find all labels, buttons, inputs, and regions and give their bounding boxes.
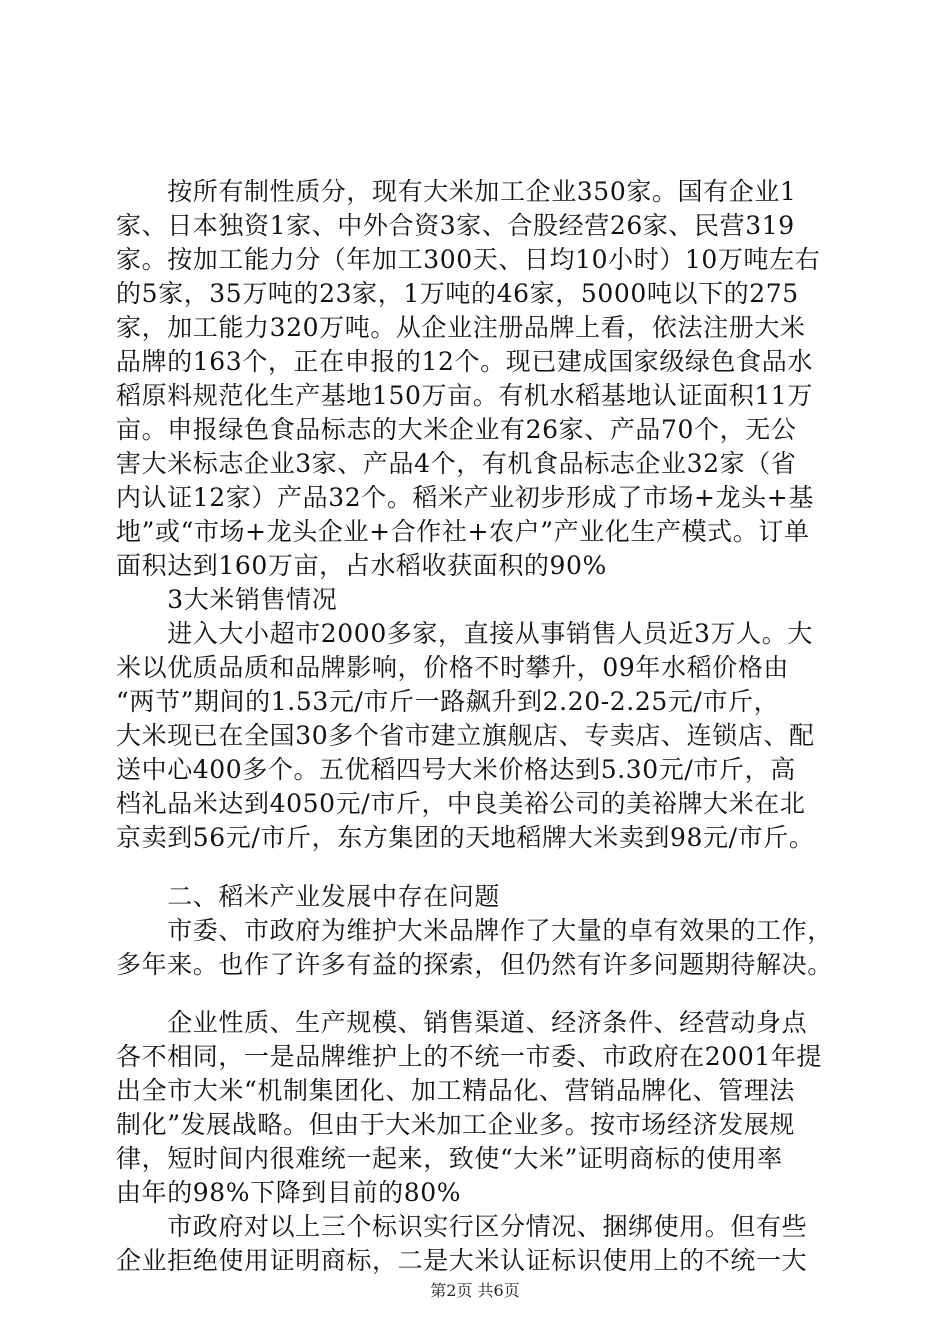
- text-line: 亩。申报绿色食品标志的大米企业有26家、产品70个，无公: [116, 415, 797, 444]
- text-line: 律，短时间内很难统一起来，致使“大米”证明商标的使用率: [116, 1144, 783, 1173]
- text-line: 多年来。也作了许多有益的探索，但仍然有许多问题期待解决。: [116, 950, 833, 979]
- text-line: 按所有制性质分，现有大米加工企业350家。国有企业1: [116, 177, 797, 206]
- text-line: 市委、市政府为维护大米品牌作了大量的卓有效果的工作，: [116, 916, 833, 945]
- text-line: 内认证12家）产品32个。稻米产业初步形成了市场+龙头+基: [116, 483, 814, 512]
- text-line: 家，加工能力320万吨。从企业注册品牌上看，依法注册大米: [116, 313, 806, 342]
- text-line: 米以优质品质和品牌影响，价格不时攀升，09年水稻价格由: [116, 653, 790, 682]
- text-line: 家。按加工能力分（年加工300天、日均10小时）10万吨左右: [116, 245, 821, 274]
- text-line: 面积达到160万亩，占水稻收获面积的90%: [116, 551, 607, 580]
- text-line: 地”或“市场+龙头企业+合作社+农户”产业化生产模式。订单: [116, 517, 810, 546]
- text-line: 稻原料规范化生产基地150万亩。有机水稻基地认证面积11万: [116, 381, 813, 410]
- text-line: 害大米标志企业3家、产品4个，有机食品标志企业32家（省: [116, 449, 797, 478]
- text-line: 的5家，35万吨的23家，1万吨的46家，5000吨以下的275: [116, 279, 799, 308]
- text-line: 企业拒绝使用证明商标，二是大米认证标识使用上的不统一大: [116, 1246, 808, 1275]
- text-line: 市政府对以上三个标识实行区分情况、捆绑使用。但有些: [116, 1212, 808, 1241]
- text-line: 品牌的163个，正在申报的12个。现已建成国家级绿色食品水: [116, 347, 813, 376]
- text-line: 各不相同，一是品牌维护上的不统一市委、市政府在2001年提: [116, 1042, 823, 1071]
- text-line: 企业性质、生产规模、销售渠道、经济条件、经营动身点: [116, 1008, 808, 1037]
- page-number-footer: 第2页 共6页: [430, 1281, 520, 1300]
- text-line: 出全市大米“机制集团化、加工精品化、营销品牌化、管理法: [116, 1076, 795, 1105]
- section-heading: 二、稻米产业发展中存在问题: [116, 882, 501, 911]
- text-line: 档礼品米达到4050元/市斤，中良美裕公司的美裕牌大米在北: [116, 789, 806, 818]
- text-line: 家、日本独资1家、中外合资3家、合股经营26家、民营319: [116, 211, 795, 240]
- text-line: 由年的98%下降到目前的80%: [116, 1178, 462, 1207]
- text-line: 大米现已在全国30多个省市建立旗舰店、专卖店、连锁店、配: [116, 721, 815, 750]
- section-heading: 3大米销售情况: [116, 585, 338, 614]
- text-line: 送中心400多个。五优稻四号大米价格达到5.30元/市斤，高: [116, 755, 796, 784]
- text-line: 制化”发展战略。但由于大米加工企业多。按市场经济发展规: [116, 1110, 795, 1139]
- text-line: 京卖到56元/市斤，东方集团的天地稻牌大米卖到98元/市斤。: [116, 823, 815, 852]
- text-line: “两节”期间的1.53元/市斤一路飙升到2.20-2.25元/市斤，: [116, 687, 780, 716]
- text-line: 进入大小超市2000多家，直接从事销售人员近3万人。大: [116, 619, 813, 648]
